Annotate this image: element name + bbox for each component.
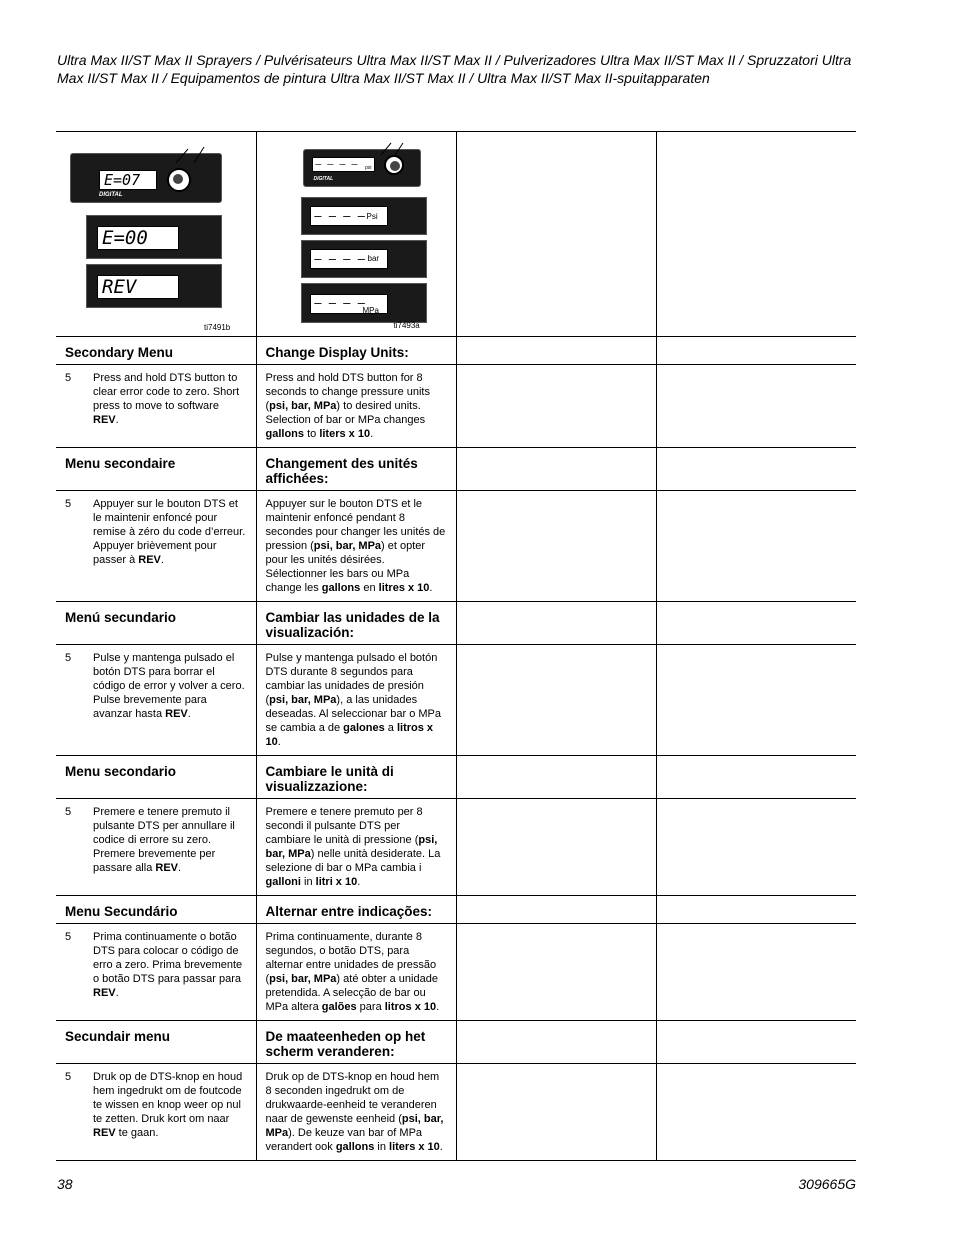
mpa-panel bbox=[301, 283, 427, 323]
section-body-row bbox=[56, 924, 856, 1021]
section-heading-row bbox=[56, 337, 856, 365]
lcd-display-1: E=07 bbox=[99, 170, 157, 190]
step bbox=[65, 371, 248, 427]
text-run: ), a las unidades deseadas. Al seleccionar bar o MPa se cambia a de bbox=[265, 694, 441, 734]
bold-term: gallons bbox=[265, 428, 305, 440]
brand-logo: DIGITAL bbox=[99, 192, 123, 198]
empty-cell bbox=[656, 1064, 856, 1161]
text-run: ) até obter a unidade pretendida. A selecção de bar ou MPa altera bbox=[265, 973, 438, 1013]
empty-cell bbox=[656, 924, 856, 1021]
text-run: ) nelle unità desiderate. La selezione di bar o MPa cambia i bbox=[265, 848, 441, 874]
lcd-bar bbox=[310, 249, 388, 269]
section-heading: Menú secundario bbox=[56, 602, 256, 645]
bold-term: psi, bar, MPa bbox=[313, 540, 382, 552]
section-heading: Secondary Menu bbox=[56, 337, 256, 365]
bold-term: liters x 10 bbox=[389, 1141, 440, 1153]
step-number: 5 bbox=[65, 498, 72, 510]
step-number: 5 bbox=[65, 652, 72, 664]
text-run: Premere e tenere premuto il pulsante DTS per annullare il codice di errore su zero. Premere brevemente per passare alla bbox=[93, 806, 235, 874]
figure-label-2: ti7493a bbox=[393, 321, 420, 330]
empty-cell bbox=[656, 448, 856, 491]
text-run: en bbox=[360, 582, 379, 594]
empty-cell bbox=[456, 491, 656, 602]
unit-mpa: MPa bbox=[362, 306, 379, 315]
text-run: . bbox=[439, 1141, 443, 1153]
text-run: Premere e tenere premuto per 8 secondi il pulsante DTS per cambiare le unità di pressione ( bbox=[265, 806, 423, 846]
text-run: Press and hold DTS button to clear error code to zero. Short press to move to software bbox=[93, 372, 240, 412]
step-number: 5 bbox=[65, 806, 72, 818]
text-run: a bbox=[384, 722, 397, 734]
section-heading-row bbox=[56, 602, 856, 645]
lcd-psi-value: – – – – bbox=[314, 209, 366, 223]
step bbox=[65, 930, 248, 1000]
empty-cell bbox=[656, 491, 856, 602]
bold-term: psi, bar, MPa bbox=[269, 694, 337, 706]
display-panel-3 bbox=[86, 264, 222, 308]
bold-term: psi, bar, MPa bbox=[269, 973, 337, 985]
bold-term: REV bbox=[93, 1127, 116, 1139]
section-body-row bbox=[56, 645, 856, 756]
text-run: para bbox=[356, 1001, 385, 1013]
text-run: Druk op de DTS-knop en houd hem 8 seconden ingedrukt om de drukwaarde-eenheid te veranderen naar de gewenste eenheid ( bbox=[265, 1071, 440, 1125]
bold-term: psi, bar, MPa bbox=[265, 1113, 444, 1139]
empty-cell bbox=[656, 896, 856, 924]
step bbox=[65, 805, 248, 875]
text-run: . bbox=[115, 987, 119, 999]
empty-cell bbox=[456, 1021, 656, 1064]
psi-panel bbox=[301, 197, 427, 235]
section-body-row bbox=[56, 491, 856, 602]
display-panel-2 bbox=[86, 215, 222, 259]
empty-cell bbox=[656, 799, 856, 896]
text-run: . bbox=[160, 554, 164, 566]
units-text bbox=[256, 491, 456, 602]
lcd-top bbox=[312, 157, 375, 172]
empty-cell bbox=[456, 448, 656, 491]
units-text bbox=[256, 1064, 456, 1161]
step-cell bbox=[56, 799, 256, 896]
finger-press-icon bbox=[168, 145, 208, 165]
instruction-table bbox=[56, 131, 856, 1161]
lcd-mpa-value: – – – – bbox=[314, 296, 366, 310]
section-subheading: Changement des unités affichées: bbox=[256, 448, 456, 491]
unit-psi: Psi bbox=[366, 212, 378, 221]
empty-cell bbox=[456, 131, 656, 337]
bold-term: REV bbox=[138, 554, 161, 566]
step bbox=[65, 651, 248, 721]
section-subheading: Alternar entre indicações: bbox=[256, 896, 456, 924]
text-run: Prima continuamente, durante 8 segundos, o botão DTS, para alternar entre unidades de pressão ( bbox=[265, 931, 437, 985]
section-subheading: De maateenheden op het scherm veranderen: bbox=[256, 1021, 456, 1064]
finger-press-icon-2 bbox=[377, 141, 407, 157]
text-run: . bbox=[436, 1001, 440, 1013]
text-run: Pulse y mantenga pulsado el botón DTS durante 8 segundos para cambiar las unidades de presión ( bbox=[265, 652, 438, 706]
bold-term: gallons bbox=[335, 1141, 375, 1153]
figure-cell-2 bbox=[256, 131, 456, 337]
text-run: Appuyer sur le bouton DTS et le maintenir enfoncé pour remise à zéro du code d’erreur. Appuyer brièvement pour passer à bbox=[93, 498, 246, 566]
empty-cell bbox=[456, 337, 656, 365]
text-run: in bbox=[374, 1141, 390, 1153]
section-body-row bbox=[56, 365, 856, 448]
bold-term: liters x 10 bbox=[319, 428, 371, 440]
text-run: in bbox=[300, 876, 316, 888]
bold-term: REV bbox=[165, 708, 188, 720]
units-text bbox=[256, 365, 456, 448]
step-text bbox=[93, 1070, 248, 1140]
doc-number: 309665G bbox=[798, 1176, 856, 1192]
step bbox=[65, 497, 248, 567]
text-run: Druk op de DTS-knop en houd hem ingedrukt om de foutcode te wissen en knop weer op nul te zetten. Druk kort om naar bbox=[93, 1071, 243, 1125]
text-run: ) et opter pour les unités désirées. Sélectionner les bars ou MPa change les bbox=[265, 540, 426, 594]
bar-panel bbox=[301, 240, 427, 278]
section-heading: Secundair menu bbox=[56, 1021, 256, 1064]
dts-button-icon bbox=[167, 168, 191, 192]
empty-cell bbox=[656, 131, 856, 337]
text-run: ). De keuze van bar of MPa verandert ook bbox=[265, 1127, 423, 1153]
empty-cell bbox=[456, 924, 656, 1021]
bold-term: galloni bbox=[265, 876, 301, 888]
units-text bbox=[256, 924, 456, 1021]
step bbox=[65, 1070, 248, 1140]
bold-term: galones bbox=[343, 722, 385, 734]
text-run: ) to desired units. Selection of bar or MPa changes bbox=[265, 400, 426, 426]
text-run: . bbox=[115, 414, 119, 426]
section-heading-row bbox=[56, 1021, 856, 1064]
text-run: . bbox=[277, 736, 281, 748]
empty-cell bbox=[456, 1064, 656, 1161]
empty-cell bbox=[456, 756, 656, 799]
step-cell bbox=[56, 924, 256, 1021]
lcd-top-value: – – – – bbox=[315, 159, 358, 170]
bold-term: REV bbox=[155, 862, 178, 874]
section-body-row bbox=[56, 1064, 856, 1161]
empty-cell bbox=[656, 1021, 856, 1064]
empty-cell bbox=[456, 896, 656, 924]
lcd-bar-value: – – – – bbox=[314, 252, 366, 266]
section-heading-row bbox=[56, 896, 856, 924]
bold-term: litros x 10 bbox=[265, 722, 434, 748]
step-cell bbox=[56, 491, 256, 602]
figure-label: ti7491b bbox=[204, 323, 231, 332]
text-run: . bbox=[370, 428, 374, 440]
step-cell bbox=[56, 645, 256, 756]
text-run: Press and hold DTS button for 8 seconds to change pressure units ( bbox=[265, 372, 430, 412]
text-run: . bbox=[178, 862, 182, 874]
figure-display-units bbox=[257, 131, 456, 336]
bold-term: psi, bar, MPa bbox=[269, 400, 337, 412]
section-heading: Menu Secundário bbox=[56, 896, 256, 924]
bold-term: litres x 10 bbox=[378, 582, 430, 594]
lcd-display-3: REV bbox=[97, 275, 179, 299]
step-number: 5 bbox=[65, 931, 72, 943]
bold-term: REV bbox=[93, 414, 116, 426]
empty-cell bbox=[656, 365, 856, 448]
lcd-mpa bbox=[310, 294, 388, 314]
empty-cell bbox=[656, 602, 856, 645]
section-subheading: Cambiare le unità di visualizzazione: bbox=[256, 756, 456, 799]
section-heading: Menu secondaire bbox=[56, 448, 256, 491]
text-run: to bbox=[304, 428, 320, 440]
step-cell bbox=[56, 365, 256, 448]
empty-cell bbox=[656, 645, 856, 756]
section-subheading: Change Display Units: bbox=[256, 337, 456, 365]
step-text bbox=[93, 805, 248, 875]
text-run: . bbox=[429, 582, 433, 594]
empty-cell bbox=[656, 337, 856, 365]
step-number: 5 bbox=[65, 1071, 72, 1083]
text-run: te gaan. bbox=[115, 1127, 159, 1139]
brand-logo-2: DIGITAL bbox=[313, 176, 334, 182]
step-number: 5 bbox=[65, 372, 72, 384]
section-heading-row bbox=[56, 448, 856, 491]
step-text bbox=[93, 930, 248, 1000]
figure-row bbox=[56, 131, 856, 337]
figure-cell-1 bbox=[56, 131, 256, 337]
dts-button-icon-2 bbox=[384, 155, 404, 175]
lcd-display-2: E=00 bbox=[97, 226, 179, 250]
units-text bbox=[256, 645, 456, 756]
lcd-top-unit: psi bbox=[365, 165, 372, 171]
bold-term: gallons bbox=[321, 582, 361, 594]
bold-term: galões bbox=[321, 1001, 357, 1013]
units-text bbox=[256, 799, 456, 896]
section-heading-row bbox=[56, 756, 856, 799]
step-text bbox=[93, 371, 248, 427]
text-run: . bbox=[357, 876, 361, 888]
figure-error-code-display bbox=[56, 131, 256, 336]
lcd-psi bbox=[310, 206, 388, 226]
empty-cell bbox=[456, 645, 656, 756]
text-run: . bbox=[187, 708, 191, 720]
step-text bbox=[93, 651, 248, 721]
step-cell bbox=[56, 1064, 256, 1161]
page-number: 38 bbox=[57, 1176, 73, 1192]
section-heading: Menu secondario bbox=[56, 756, 256, 799]
text-run: Pulse y mantenga pulsado el botón DTS para borrar el código de error y volver a cero. Pulse brevemente para avanzar hasta bbox=[93, 652, 245, 720]
running-header: Ultra Max II/ST Max II Sprayers / Pulvérisateurs Ultra Max II/ST Max II / Pulverizadores Ultra Max II/ST Max II / Spruzzatori Ultra Max II/ST Max II / Equipamentos de pintura Ultra Max II/ST Max II / Ultra Max II/ST Max II-spuitapparaten bbox=[57, 52, 852, 86]
empty-cell bbox=[456, 799, 656, 896]
text-run: Prima continuamente o botão DTS para colocar o código de erro a zero. Prima brevemente o botão DTS para passar para bbox=[93, 931, 243, 985]
section-subheading: Cambiar las unidades de la visualización: bbox=[256, 602, 456, 645]
empty-cell bbox=[456, 365, 656, 448]
bold-term: REV bbox=[93, 987, 116, 999]
bold-term: litros x 10 bbox=[384, 1001, 437, 1013]
step-text bbox=[93, 497, 248, 567]
unit-bar: bar bbox=[367, 254, 380, 263]
bold-term: psi, bar, MPa bbox=[265, 834, 438, 860]
section-body-row bbox=[56, 799, 856, 896]
text-run: Appuyer sur le bouton DTS et le maintenir enfoncé pendant 8 secondes pour changer les unités de pression ( bbox=[265, 498, 446, 552]
bold-term: litri x 10 bbox=[315, 876, 358, 888]
empty-cell bbox=[656, 756, 856, 799]
empty-cell bbox=[456, 602, 656, 645]
